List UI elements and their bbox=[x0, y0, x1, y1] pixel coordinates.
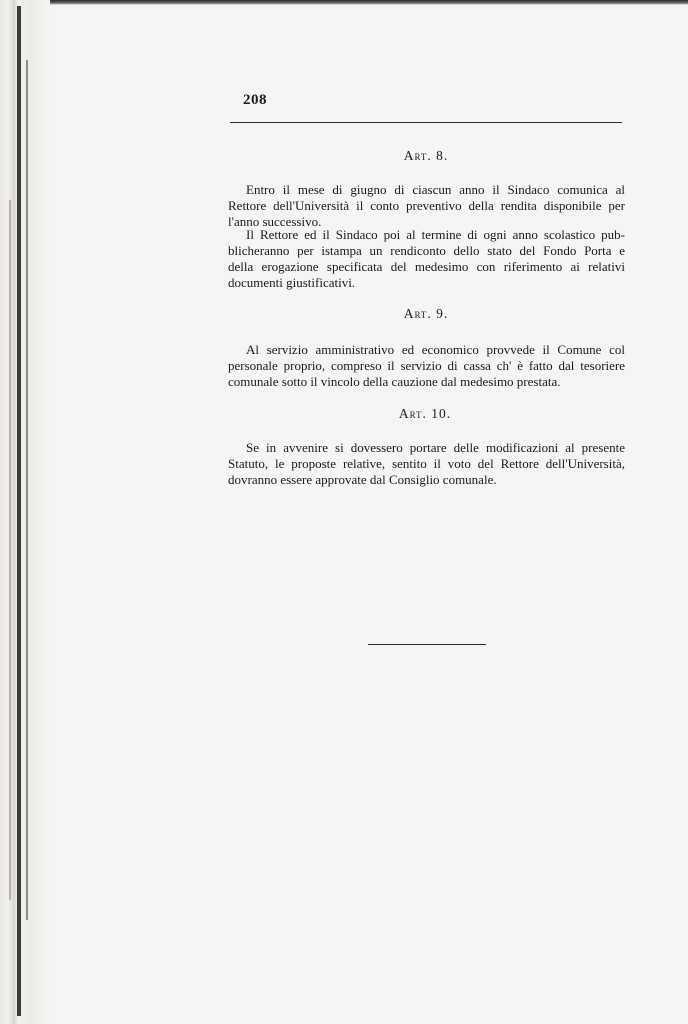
closing-rule bbox=[368, 644, 486, 645]
text-line: comunale sotto il vincolo della cauzione dal medesimo prestata. bbox=[228, 374, 561, 389]
article-heading: Art. 9. bbox=[403, 306, 449, 321]
article-paragraph bbox=[228, 227, 625, 291]
text-line: Se in avvenire si dovessero portare delle modificazioni al presente bbox=[246, 440, 625, 455]
text-line: Entro il mese di giugno di ciascun anno il Sindaco comunica al bbox=[246, 182, 625, 197]
text-line: dovranno essere approvate dal Consiglio comunale. bbox=[228, 472, 497, 487]
page-number: 208 bbox=[243, 92, 267, 108]
header-rule bbox=[230, 122, 622, 123]
binding-shadow-line bbox=[9, 200, 11, 900]
text-line: Statuto, le proposte relative, sentito il voto del Rettore dell'Università, bbox=[228, 456, 625, 471]
text-line: blicheranno per istampa un rendiconto dello stato del Fondo Porta e bbox=[228, 243, 625, 258]
article-paragraph bbox=[228, 440, 625, 488]
article-paragraph bbox=[228, 182, 625, 230]
text-line: personale proprio, compreso il servizio di cassa ch' è fatto dal tesoriere bbox=[228, 358, 625, 373]
text-line: l'anno successivo. bbox=[228, 214, 322, 229]
article-heading: Art. 10. bbox=[398, 406, 452, 421]
text-line: Il Rettore ed il Sindaco poi al termine di ogni anno scolastico pub- bbox=[246, 227, 625, 242]
text-line: Al servizio amministrativo ed economico provvede il Comune col bbox=[246, 342, 625, 357]
binding-shadow-line bbox=[26, 60, 28, 920]
article-paragraph bbox=[228, 342, 625, 390]
page-top-edge bbox=[0, 0, 688, 5]
text-line: documenti giustificativi. bbox=[228, 275, 356, 290]
article-heading: Art. 8. bbox=[403, 148, 449, 163]
binding-shadow-line bbox=[17, 6, 21, 1016]
text-line: della erogazione specificata del medesimo con riferimento ai relativi bbox=[228, 259, 625, 274]
text-line: Rettore dell'Università il conto preventivo della rendita disponibile per bbox=[228, 198, 625, 213]
book-binding-margin bbox=[0, 0, 50, 1024]
